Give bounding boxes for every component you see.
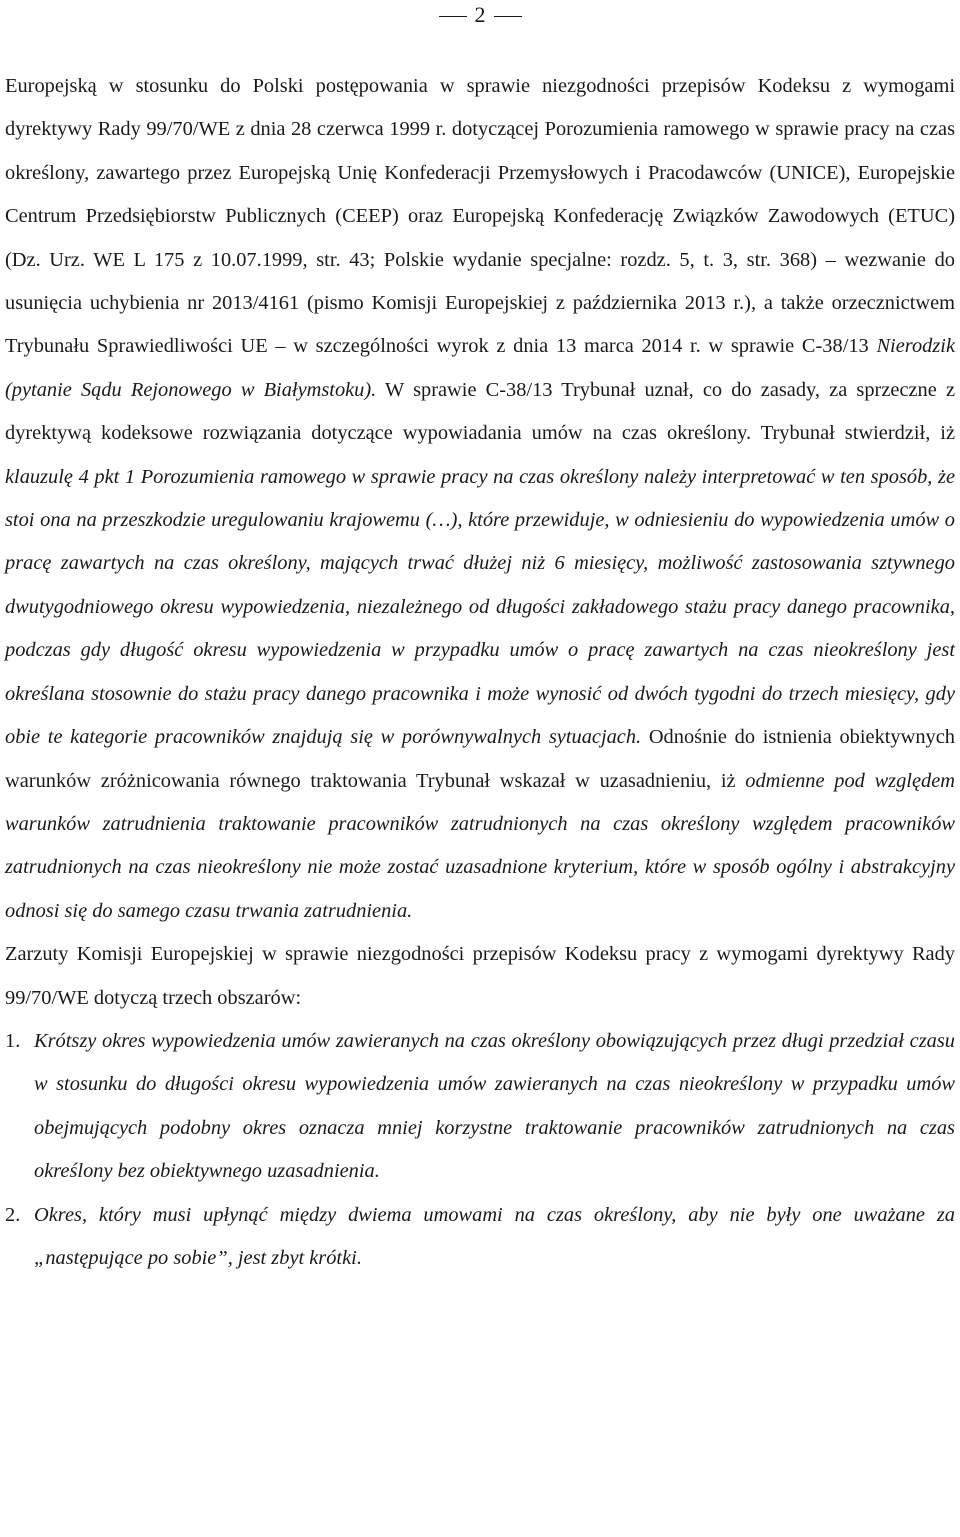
page-number bbox=[0, 0, 960, 34]
paragraph-commission-objections: Zarzuty Komisji Europejskiej w sprawie niezgodności przepisów Kodeksu pracy z wymogami dyrektywy Rady 99/70/WE dotyczą trzech obszarów: bbox=[5, 943, 955, 1009]
list-item bbox=[5, 1020, 955, 1194]
objections-list bbox=[5, 1020, 955, 1280]
list-item-text: Krótszy okres wypowiedzenia umów zawieranych na czas określony obowiązujących przez długi przedział czasu w stosunku do długości okresu wypowiedzenia umów zawieranych na czas nieokreślony w przypadku umów obejmujących podobny okres oznacza mniej korzystne traktowanie pracowników zatrudnionych na czas określony bez obiektywnego uzasadnienia. bbox=[34, 1029, 955, 1183]
tribunal-quote-2: odmienne pod względem warunków zatrudnienia traktowanie pracowników zatrudnionych na czas określony względem pracowników zatrudnionych na czas nieokreślony nie może zostać uzasadnione kryterium, które w sposób ogólny i abstrakcyjny odnosi się do samego czasu trwania zatrudnienia. bbox=[5, 769, 955, 922]
list-item-number: 1. bbox=[5, 1029, 21, 1052]
paragraph-main bbox=[5, 65, 955, 933]
paragraph-main-text-a: Europejską w stosunku do Polski postępowania w sprawie niezgodności przepisów Kodeksu z wymogami dyrektywy Rady 99/70/WE z dnia 28 czerwca 1999 r. dotyczącej Porozumienia ramowego w sprawie pracy na czas określony, zawartego przez Europejską Unię Konfederacji Przemysłowych i Pracodawców (UNICE), Europejskie Centrum Przedsiębiorstw Publicznych (CEEP) oraz Europejską Konfederację Związków Zawodowych (ETUC) (Dz. Urz. WE L 175 z 10.07.1999, str. 43; Polskie wydanie specjalne: rozdz. 5, t. 3, str. 368) – wezwanie do usunięcia uchybienia nr 2013/4161 (pismo Komisji Europejskiej z października 2013 r.), a także orzecznictwem Trybunału Sprawiedliwości UE – w szczególności wyrok z dnia 13 marca 2014 r. w sprawie C-38/13 bbox=[5, 75, 955, 358]
list-item bbox=[5, 1194, 955, 1281]
page-number-left-dash bbox=[439, 16, 467, 17]
list-item-text: Okres, który musi upłynąć między dwiema umowami na czas określony, aby nie były one uważane za „następujące po sobie”, jest zbyt krótki. bbox=[34, 1203, 955, 1269]
tribunal-quote-1: klauzulę 4 pkt 1 Porozumienia ramowego w sprawie pracy na czas określony należy interpretować w ten sposób, że stoi ona na przeszkodzie uregulowaniu krajowemu (…), które przewiduje, w odniesieniu do wypowiedzenia umów o pracę zawartych na czas określony, mających trwać dłużej niż 6 miesięcy, możliwość zastosowania sztywnego dwutygodniowego okresu wypowiedzenia, niezależnego od długości zakładowego stażu pracy danego pracownika, podczas gdy długość okresu wypowiedzenia w przypadku umów o pracę zawartych na czas nieokreślony jest określana stosownie do stażu pracy danego pracownika i może wynosić od dwóch tygodni do trzech miesięcy, gdy obie te kategorie pracowników znajdują się w porównywalnych sytuacjach. bbox=[5, 465, 955, 749]
paragraph-main-text-c: Odnośnie do istnienia obiektywnych warunków zróżnicowania równego traktowania Trybunał wskazał w uzasadnieniu, iż bbox=[5, 726, 955, 792]
case-name-italic: Nierodzik (pytanie Sądu Rejonowego w Białymstoku). bbox=[5, 335, 955, 401]
paragraph-main-text-b: W sprawie C-38/13 Trybunał uznał, co do zasady, za sprzeczne z dyrektywą kodeksowe rozwiązania dotyczące wypowiadania umów na czas określony. Trybunał stwierdził, iż bbox=[5, 378, 955, 445]
page-number-right-dash bbox=[494, 16, 522, 17]
page-number-value: 2 bbox=[474, 2, 486, 27]
list-item-number: 2. bbox=[5, 1203, 21, 1226]
document-body bbox=[5, 65, 955, 1280]
